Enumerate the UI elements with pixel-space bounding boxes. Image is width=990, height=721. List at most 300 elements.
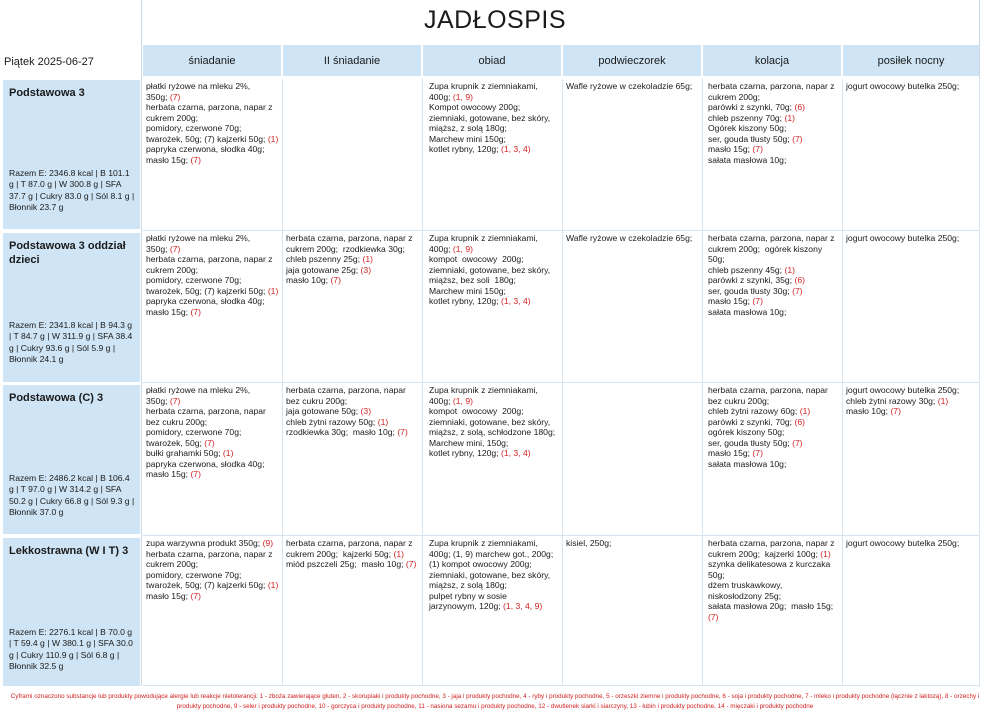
meal-line — [429, 601, 559, 612]
meal-text: kotlet rybny, 120g; — [429, 448, 501, 458]
meal-text: miąższ, z solą 180g; — [429, 580, 507, 590]
meal-text: jarzynowym, 120g; — [429, 601, 504, 611]
meal-text: cukrem 200g; — [146, 112, 199, 123]
meal-text: 400g; — [429, 91, 453, 102]
meal-text: Zupa krupnik z ziemniakami, — [429, 233, 538, 243]
meal-line — [146, 406, 279, 417]
meal-text: masło 15g; — [146, 469, 191, 479]
meal-text: kotlet rybny, 120g; — [429, 296, 501, 306]
meal-line — [286, 549, 419, 560]
meal-text: herbata czarna, parzona, napar z — [286, 538, 413, 548]
meal-line — [429, 81, 559, 92]
meal-text: miód pszczeli 25g; masło 10g; — [286, 559, 406, 569]
meal-line — [146, 254, 279, 265]
meal-text: jaja gotowane 50g; — [286, 406, 361, 416]
meal-text: Wafle ryżowe w czekoladzie 65g; — [566, 233, 693, 243]
meal-text: bez cukru 200g; — [708, 395, 770, 406]
meal-line — [429, 396, 559, 407]
meal-line — [708, 538, 839, 549]
meal-cell — [703, 536, 843, 686]
meal-text: masło 15g; — [708, 296, 753, 306]
allergen-codes: (7) — [190, 154, 201, 165]
meal-line — [146, 144, 279, 155]
meal-text: Kompot owocowy 200g; — [429, 102, 521, 112]
meal-text: masło 10g; — [286, 275, 331, 285]
meal-line — [708, 286, 839, 297]
meal-text: cukrem 200g; — [708, 91, 761, 102]
meal-text: herbata czarna, parzona, napar z — [286, 233, 413, 243]
meal-line — [708, 591, 839, 602]
allergen-codes: (7) — [190, 306, 201, 317]
meal-text: cukrem 200g; rzodkiewka 30g; — [286, 243, 405, 254]
meal-text: twarożek, 50g; (7) kajzerki 50g; — [146, 133, 268, 144]
meal-line — [429, 144, 559, 155]
meal-text: herbata czarna, parzona, napar — [286, 385, 406, 395]
meal-line — [708, 81, 839, 92]
meal-text: herbata czarna, parzona, napar z — [146, 254, 273, 264]
meal-text: szynka delikatesowa z kurczaka — [708, 559, 831, 569]
meal-text: bułki grahamki 50g; — [146, 448, 223, 458]
meal-text: twarożek, 50g; — [146, 437, 205, 448]
meal-cell — [143, 231, 283, 383]
meal-line — [429, 438, 559, 449]
allergen-codes: (1) — [799, 406, 811, 416]
meal-line — [429, 244, 559, 255]
meal-cell — [703, 383, 843, 536]
meal-text: 350g; — [146, 395, 170, 406]
meal-text: herbata czarna, parzona, napar — [146, 406, 266, 416]
allergen-codes: (7) — [752, 296, 763, 306]
meal-line — [429, 254, 559, 265]
allergen-codes: (1, 9) — [452, 395, 473, 406]
allergen-codes: (1) — [267, 133, 279, 144]
meal-text: jogurt owocowy butelka 250g; — [846, 233, 960, 243]
column-header: podwieczorek — [563, 45, 701, 76]
column-header: śniadanie — [143, 45, 281, 76]
meal-line — [146, 307, 279, 318]
meal-cell — [843, 536, 980, 686]
meal-text: Wafle ryżowe w czekoladzie 65g; — [566, 81, 693, 91]
meal-cell — [423, 231, 563, 383]
allergen-codes: (3) — [360, 264, 372, 275]
meal-line — [286, 275, 419, 286]
allergen-codes: (1) — [820, 548, 831, 559]
meal-text: ziemniaki, gotowane, bez skóry, — [429, 112, 551, 123]
meal-line — [708, 559, 839, 570]
diet-name: Podstawowa 3 — [9, 87, 85, 99]
meal-text: herbata czarna, parzona, napar z — [146, 548, 273, 559]
column-header: kolacja — [703, 45, 841, 76]
meal-text: masło 15g; — [146, 306, 191, 317]
meal-text: Zupa krupnik z ziemniakami, — [429, 81, 538, 91]
meal-text: herbata czarna, parzona, napar — [708, 385, 828, 395]
meal-cell — [563, 79, 703, 231]
meal-text: pulpet rybny w sosie — [429, 590, 507, 601]
meal-line — [286, 233, 419, 244]
meal-text: Marchew mini 150g; — [429, 133, 506, 144]
meal-line — [846, 81, 976, 92]
diet-row-header — [3, 80, 140, 229]
meal-line — [708, 144, 839, 155]
meal-text: parówki z szynki, 35g; — [708, 275, 795, 285]
meal-line — [708, 612, 839, 623]
meal-text: kompot owocowy 200g; — [429, 406, 524, 416]
meal-line — [146, 469, 279, 480]
meal-text: pomidory, czerwone 70g; — [146, 123, 242, 133]
meal-text: chleb pszenny 25g; — [286, 254, 363, 264]
diet-nutrition: Razem E: 2341.8 kcal | B 94.3 g | T 84.7 g | W 311.9 g | SFA 38.4 g | Cukry 93.6 g | Sól 5.9 g | Błonnik 24.1 g — [9, 320, 133, 365]
meal-text: chleb pszenny 45g; — [708, 264, 785, 275]
meal-cell — [563, 536, 703, 686]
meal-cell — [423, 383, 563, 536]
meal-cell — [563, 383, 703, 536]
meal-line — [286, 427, 419, 438]
meal-line — [566, 81, 699, 92]
meal-cell — [843, 79, 980, 231]
meal-text: herbata czarna, parzona, napar z — [708, 538, 835, 548]
meal-line — [286, 417, 419, 428]
meal-line — [846, 538, 976, 549]
meal-line — [146, 591, 279, 602]
meal-line — [846, 233, 976, 244]
meal-text: parówki z szynki, 70g; — [708, 102, 795, 112]
meal-text: cukrem 200g; kajzerki 50g; — [286, 548, 394, 559]
meal-line — [708, 102, 839, 113]
meal-line — [146, 92, 279, 103]
meal-text: cukrem 200g; — [146, 559, 199, 569]
allergen-footnote: Cyframi oznaczono substancje lub produkty powodujące alergie lub reakcje nietolerancji: 1 - zboża zawierające gluten, 2 - skorupiaki i produkty pochodne, 3 - jaja i produkty pochodne, 4 - ryby i produkty pochodne, 5 - orzeszki ziemne i produkty pochodne, 6 - soja i produkty pochodne, 7 - mleko i produkty pochodne (łącznie z laktozą), 8 - orzechy i produkty pochodne, 9 - seler i produkty pochodne, 10 - gorczyca i produkty pochodne, 11 - nasiona sezamu i produkty pochodne, 12 - dwutlenek siarki i siarczyny, 13 - łubin i produkty pochodne, 14 - mięczaki i produkty pochodne — [10, 693, 980, 710]
date-label: Piątek 2025-06-27 — [4, 56, 94, 68]
meal-line — [146, 417, 279, 428]
meal-text: twarożek, 50g; (7) kajzerki 50g; — [146, 285, 268, 296]
meal-text: 350g; — [146, 243, 170, 254]
meal-cell — [283, 79, 423, 231]
meal-line — [429, 134, 559, 145]
meal-line — [429, 427, 559, 438]
meal-text: (1) kompot owocowy 200g; — [429, 559, 532, 569]
meal-line — [708, 570, 839, 581]
meal-text: kompot owocowy 200g; — [429, 254, 524, 264]
meal-line — [429, 92, 559, 103]
allergen-codes: (6) — [794, 275, 805, 285]
meal-cell — [283, 383, 423, 536]
allergen-codes: (7) — [792, 133, 803, 144]
meal-line — [566, 233, 699, 244]
meal-line — [708, 92, 839, 103]
allergen-codes: (7) — [752, 448, 763, 458]
meal-text: kisiel, 250g; — [566, 538, 612, 548]
meal-line — [146, 123, 279, 134]
allergen-codes: (7) — [397, 427, 408, 437]
allergen-codes: (1, 3, 4) — [500, 296, 531, 306]
meal-line — [146, 396, 279, 407]
meal-line — [429, 286, 559, 297]
meal-line — [708, 396, 839, 407]
meal-line — [566, 538, 699, 549]
meal-line — [146, 275, 279, 286]
allergen-codes: (7) — [890, 406, 901, 416]
meal-line — [286, 538, 419, 549]
meal-text: masło 10g; — [846, 406, 891, 416]
meal-line — [146, 448, 279, 459]
meal-line — [429, 123, 559, 134]
meal-line — [708, 244, 839, 265]
allergen-codes: (1, 9) — [452, 243, 473, 254]
meal-text: cukrem 200g; kajzerki 100g; — [708, 548, 821, 559]
meal-line — [146, 559, 279, 570]
meal-text: bez cukru 200g; — [286, 395, 348, 406]
allergen-codes: (7) — [708, 611, 719, 622]
meal-line — [286, 265, 419, 276]
meal-text: Marchew mini, 150g; — [429, 437, 509, 448]
meal-text: masło 15g; — [708, 448, 753, 458]
meal-line — [708, 417, 839, 428]
diet-row-header — [3, 233, 140, 382]
meal-line — [708, 601, 839, 612]
allergen-codes: (6) — [794, 416, 805, 427]
meal-text: herbata czarna, parzona, napar z — [708, 81, 835, 91]
meal-line — [708, 438, 839, 449]
meal-text: 350g; — [146, 91, 170, 102]
meal-text: sałata masłowa 20g; masło 15g; — [708, 601, 834, 611]
diet-name: Podstawowa (C) 3 — [9, 392, 104, 404]
meal-line — [708, 233, 839, 244]
meal-text: kotlet rybny, 120g; — [429, 144, 501, 154]
meal-text: płatki ryżowe na mleku 2%, — [146, 81, 251, 91]
meal-text: sałata masłowa 10g; — [708, 306, 787, 317]
meal-line — [146, 81, 279, 92]
page-title: JADŁOSPIS — [423, 6, 567, 34]
meal-line — [146, 459, 279, 470]
meal-text: jogurt owocowy butelka 250g; — [846, 81, 960, 91]
meal-text: ser, gouda tłusty 50g; — [708, 133, 793, 144]
allergen-codes: (7) — [330, 275, 341, 285]
meal-text: ogórek kiszony 50g; — [708, 427, 785, 437]
allergen-codes: (7) — [405, 559, 417, 569]
meal-line — [146, 265, 279, 276]
meal-text: ziemniaki, gotowane, bez skóry, — [429, 569, 551, 580]
allergen-codes: (1, 3, 4) — [500, 144, 531, 154]
meal-line — [286, 244, 419, 255]
meal-text: pomidory, czerwone 70g; — [146, 275, 242, 285]
meal-text: płatki ryżowe na mleku 2%, — [146, 233, 251, 243]
meal-line — [708, 448, 839, 459]
meal-line — [429, 296, 559, 307]
meal-cell — [843, 383, 980, 536]
meal-line — [146, 113, 279, 124]
meal-cell — [143, 383, 283, 536]
meal-text: ser, gouda tłusty 50g; — [708, 437, 793, 448]
meal-text: sałata masłowa 10g; — [708, 154, 787, 165]
meal-text: pomidory, czerwone 70g; — [146, 569, 242, 580]
meal-line — [846, 406, 976, 417]
meal-text: sałata masłowa 10g; — [708, 458, 787, 469]
meal-line — [708, 385, 839, 396]
meal-line — [146, 102, 279, 113]
allergen-codes: (7) — [169, 243, 181, 254]
meal-line — [146, 538, 279, 549]
allergen-codes: (6) — [794, 102, 805, 112]
allergen-codes: (3) — [360, 406, 372, 416]
meal-text: 400g; (1, 9) marchew got., 200g; — [429, 548, 554, 559]
meal-line — [429, 385, 559, 396]
allergen-codes: (1) — [362, 254, 373, 264]
meal-cell — [843, 231, 980, 383]
allergen-codes: (7) — [204, 437, 215, 448]
meal-cell — [563, 231, 703, 383]
meal-text: cukrem 200g; ogórek kiszony 50g; — [708, 243, 825, 264]
meal-text: zupa warzywna produkt 350g; — [146, 538, 263, 548]
meal-text: Ogórek kiszony 50g; — [708, 123, 787, 133]
meal-line — [708, 549, 839, 560]
meal-line — [286, 254, 419, 265]
meal-line — [846, 396, 976, 407]
meal-cell — [283, 231, 423, 383]
allergen-codes: (1) — [222, 448, 234, 458]
allergen-codes: (1) — [784, 112, 795, 123]
meal-line — [146, 296, 279, 307]
allergen-codes: (1) — [267, 580, 279, 590]
meal-line — [708, 123, 839, 134]
meal-text: miąższ, z solą 180g; — [429, 123, 507, 133]
meal-line — [429, 275, 559, 286]
diet-row-header — [3, 538, 140, 686]
meal-line — [429, 233, 559, 244]
meal-text: 50g; — [708, 569, 725, 580]
meal-line — [429, 113, 559, 124]
meal-line — [708, 265, 839, 276]
meal-text: chleb żytni razowy 30g; — [846, 395, 938, 406]
meal-text: pomidory, czerwone 70g; — [146, 427, 242, 437]
diet-nutrition: Razem E: 2276.1 kcal | B 70.0 g | T 59.4 g | W 380.1 g | SFA 30.0 g | Cukry 110.9 g | Sól 6.8 g | Błonnik 32.5 g — [9, 627, 133, 672]
meal-line — [429, 580, 559, 591]
meal-cell — [703, 79, 843, 231]
meal-line — [708, 134, 839, 145]
meal-text: płatki ryżowe na mleku 2%, — [146, 385, 251, 395]
allergen-codes: (7) — [792, 437, 803, 448]
meal-line — [146, 427, 279, 438]
meal-text: masło 15g; — [708, 144, 753, 154]
meal-text: dżem truskawkowy, — [708, 580, 783, 590]
allergen-codes: (1) — [393, 548, 404, 559]
meal-text: jogurt owocowy butelka 250g; — [846, 385, 960, 395]
meal-line — [146, 233, 279, 244]
meal-text: chleb pszenny 70g; — [708, 112, 785, 123]
diet-row-header — [3, 385, 140, 534]
column-header: posiłek nocny — [843, 45, 979, 76]
meal-line — [429, 591, 559, 602]
allergen-codes: (1) — [377, 416, 389, 427]
column-header: obiad — [423, 45, 561, 76]
allergen-codes: (1, 3, 4, 9) — [503, 601, 543, 611]
meal-text: herbata czarna, parzona, napar z — [708, 233, 835, 243]
meal-text: niskosłodzony 25g; — [708, 590, 782, 601]
meal-line — [708, 155, 839, 166]
meal-text: papryka czerwona, słodka 40g; — [146, 458, 265, 469]
diet-nutrition: Razem E: 2486.2 kcal | B 106.4 g | T 97.0 g | W 314.2 g | SFA 50.2 g | Cukry 66.8 g | Sól 9.3 g | Błonnik 37.0 g — [9, 473, 135, 518]
meal-text: miąższ, bez soli 180g; — [429, 275, 516, 285]
meal-text: masło 15g; — [146, 154, 191, 165]
diet-nutrition: Razem E: 2346.8 kcal | B 101.1 g | T 87.0 g | W 300.8 g | SFA 37.7 g | Cukry 83.0 g | Sól 8.1 g | Błonnik 23.7 g — [9, 168, 135, 213]
meal-line — [146, 134, 279, 145]
meal-line — [146, 286, 279, 297]
meal-line — [708, 580, 839, 591]
allergen-codes: (7) — [169, 395, 181, 406]
meal-line — [708, 296, 839, 307]
meal-cell — [423, 79, 563, 231]
meal-text: cukrem 200g; — [146, 264, 199, 275]
meal-text: 400g; — [429, 243, 453, 254]
meal-line — [429, 265, 559, 276]
meal-line — [708, 427, 839, 438]
allergen-codes: (7) — [752, 144, 763, 154]
meal-line — [708, 406, 839, 417]
meal-line — [708, 307, 839, 318]
meal-line — [146, 438, 279, 449]
meal-line — [286, 385, 419, 396]
meal-line — [708, 459, 839, 470]
meal-text: ziemniaki, gotowane, bez skóry, — [429, 264, 551, 275]
allergen-codes: (1) — [937, 395, 949, 406]
column-header: II śniadanie — [283, 45, 421, 76]
allergen-codes: (7) — [792, 285, 803, 296]
meal-line — [146, 385, 279, 396]
meal-line — [429, 549, 559, 560]
meal-text: chleb żytni razowy 60g; — [708, 406, 800, 416]
meal-cell — [703, 231, 843, 383]
allergen-codes: (1, 3, 4) — [500, 448, 531, 458]
meal-line — [146, 549, 279, 560]
meal-line — [286, 559, 419, 570]
allergen-codes: (1) — [267, 285, 279, 296]
meal-text: chleb żytni razowy 50g; — [286, 416, 378, 427]
meal-line — [429, 417, 559, 428]
meal-cell — [283, 536, 423, 686]
meal-line — [146, 155, 279, 166]
meal-line — [429, 102, 559, 113]
meal-text: bez cukru 200g; — [146, 416, 208, 427]
meal-line — [708, 113, 839, 124]
meal-text: miąższ, z solą, schłodzone 180g; — [429, 427, 556, 437]
meal-text: Marchew mini 150g; — [429, 285, 506, 296]
meal-text: ser, gouda tłusty 30g; — [708, 285, 793, 296]
meal-line — [146, 570, 279, 581]
meal-line — [429, 448, 559, 459]
diet-name: Podstawowa 3 oddział dzieci — [9, 240, 126, 266]
meal-text: twarożek, 50g; (7) kajzerki 50g; — [146, 580, 268, 590]
meal-text: herbata czarna, parzona, napar z — [146, 102, 273, 112]
meal-line — [286, 396, 419, 407]
meal-line — [429, 559, 559, 570]
meal-line — [429, 538, 559, 549]
allergen-codes: (7) — [190, 590, 201, 601]
meal-cell — [143, 536, 283, 686]
meal-line — [846, 385, 976, 396]
meal-line — [146, 244, 279, 255]
meal-text: Zupa krupnik z ziemniakami, — [429, 385, 538, 395]
meal-text: rzodkiewka 30g; masło 10g; — [286, 427, 398, 437]
meal-text: 400g; — [429, 395, 453, 406]
meal-line — [429, 406, 559, 417]
diet-name: Lekkostrawna (W I T) 3 — [9, 545, 129, 557]
allergen-codes: (7) — [190, 469, 201, 479]
allergen-codes: (1) — [784, 264, 795, 275]
meal-cell — [423, 536, 563, 686]
meal-line — [286, 406, 419, 417]
meal-line — [429, 570, 559, 581]
allergen-codes: (7) — [169, 91, 181, 102]
meal-text: masło 15g; — [146, 590, 191, 601]
